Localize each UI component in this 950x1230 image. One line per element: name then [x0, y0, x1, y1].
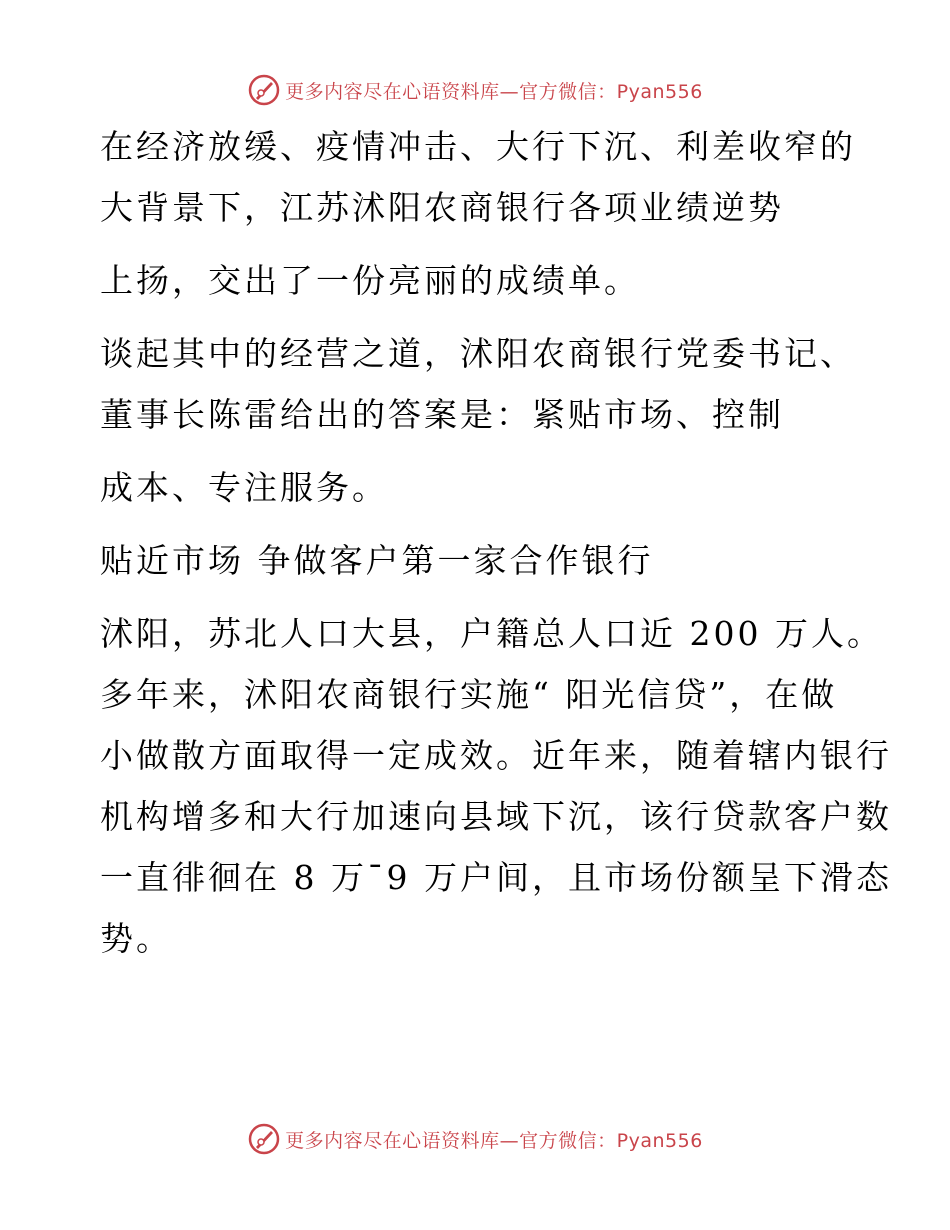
- quill-logo-icon: [247, 1122, 281, 1156]
- footer-account: Pyan556: [616, 1129, 703, 1152]
- text-line: 上扬，交出了一份亮丽的成绩单。: [100, 261, 640, 300]
- footer-watermark-text: 更多内容尽在心语资料库—官方微信：Pyan556: [285, 1129, 703, 1152]
- text-line: 多年来，沭阳农商银行实施“ 阳光信贷”，在做: [100, 675, 838, 714]
- section-heading: 贴近市场 争做客户第一家合作银行: [100, 541, 654, 580]
- footer-watermark-banner: [0, 1119, 950, 1159]
- quill-logo-icon: [247, 73, 281, 107]
- text-line: 小做散方面取得一定成效。近年来，随着辖内银行: [100, 736, 892, 775]
- header-account: Pyan556: [616, 80, 703, 103]
- text-line: 董事长陈雷给出的答案是：紧贴市场、控制: [100, 395, 784, 434]
- text-line: 势。: [100, 919, 172, 958]
- text-line: 大背景下，江苏沭阳农商银行各项业绩逆势: [100, 188, 784, 227]
- header-watermark-text: 更多内容尽在心语资料库—官方微信：Pyan556: [285, 80, 703, 103]
- text-line: 谈起其中的经营之道，沭阳农商银行党委书记、: [100, 334, 856, 373]
- header-watermark-banner: [0, 70, 950, 110]
- text-line: 一直徘徊在 8 万¯9 万户间，且市场份额呈下滑态: [100, 858, 892, 897]
- text-line: 在经济放缓、疫情冲击、大行下沉、利差收窄的: [100, 127, 856, 166]
- text-line: 机构增多和大行加速向县域下沉，该行贷款客户数: [100, 797, 892, 836]
- text-line: 沭阳，苏北人口大县，户籍总人口近 200 万人。: [100, 614, 883, 653]
- text-line: 成本、专注服务。: [100, 468, 388, 507]
